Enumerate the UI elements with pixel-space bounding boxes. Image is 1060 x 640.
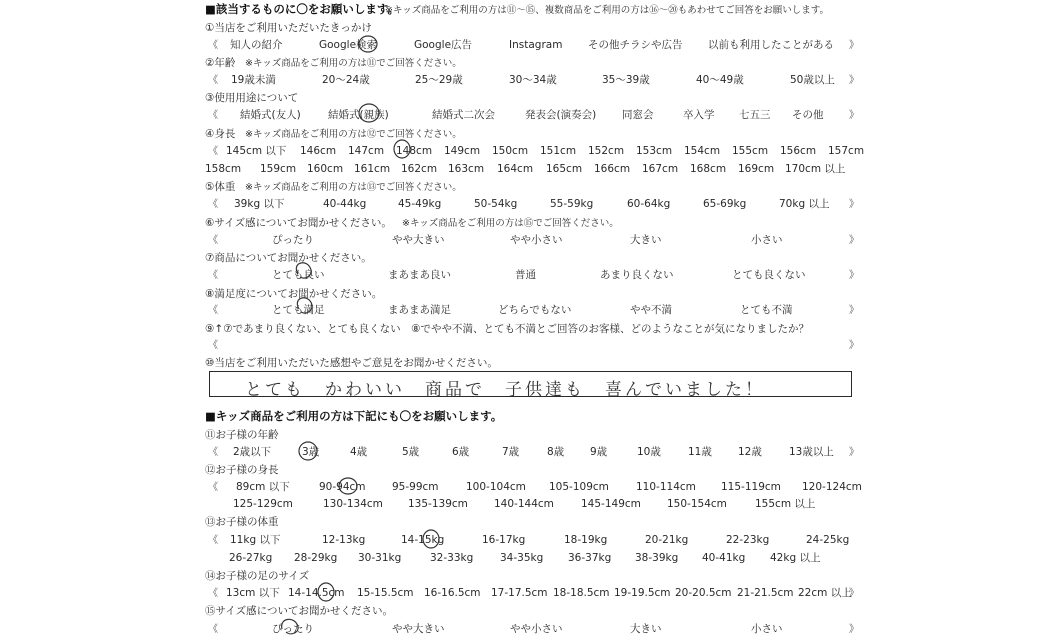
q7-option[interactable]: とても良い <box>272 269 325 281</box>
q11-option[interactable]: 4歳 <box>350 446 368 458</box>
q12-option[interactable]: 110-114cm <box>636 481 696 493</box>
q4-option[interactable]: 149cm <box>444 145 481 157</box>
q4-option[interactable]: 163cm <box>448 163 485 175</box>
q4-note: ※キッズ商品をご利用の方は⑫でご回答ください。 <box>245 129 462 140</box>
q2-option[interactable]: 25～29歳 <box>415 74 463 86</box>
q3-option[interactable]: 発表会(演奏会) <box>525 109 597 121</box>
q15-bracket-open: 《 <box>208 624 218 635</box>
q12-bracket-open: 《 <box>208 482 218 493</box>
q5-option[interactable]: 65-69kg <box>703 198 747 210</box>
q8-bracket-open: 《 <box>208 305 218 316</box>
q7-bracket-open: 《 <box>208 270 218 281</box>
q11-option[interactable]: 12歳 <box>738 446 762 458</box>
q14-option[interactable]: 16-16.5cm <box>424 587 481 599</box>
q6-bracket-open: 《 <box>208 235 218 246</box>
q8-option[interactable]: やや不満 <box>630 304 672 316</box>
q12-option[interactable]: 105-109cm <box>549 481 609 493</box>
q1-option[interactable]: Google検索 <box>319 39 378 51</box>
q3-bracket-close: 》 <box>849 110 859 121</box>
q14-option[interactable]: 13cm 以下 <box>226 587 280 599</box>
q15-option[interactable]: 大きい <box>630 623 662 635</box>
q12-option[interactable]: 120-124cm <box>802 481 862 493</box>
q9-label: ⑨↑⑦であまり良くない、とても良くない ⑧でやや不満、とても不満とご回答のお客様、どのようなことが気になりましたか？ <box>205 323 810 335</box>
q4-option[interactable]: 166cm <box>594 163 631 175</box>
q6-label: ⑥サイズ感についてお聞かせください。 <box>205 217 392 229</box>
q4-option[interactable]: 161cm <box>354 163 391 175</box>
q5-option[interactable]: 60-64kg <box>627 198 671 210</box>
q4-option[interactable]: 168cm <box>690 163 727 175</box>
q2-bracket-open: 《 <box>208 75 218 86</box>
q5-option[interactable]: 70kg 以上 <box>779 198 830 210</box>
q3-option[interactable]: 卒入学 <box>683 109 715 121</box>
q5-option[interactable]: 55-59kg <box>550 198 594 210</box>
q11-option[interactable]: 9歳 <box>590 446 608 458</box>
q7-option[interactable]: まあまあ良い <box>388 269 451 281</box>
q13-option[interactable]: 24-25kg <box>806 534 850 546</box>
q6-bracket-close: 》 <box>849 235 859 246</box>
q1-label: ①当店をご利用いただいたきっかけ <box>205 22 372 34</box>
q6-option[interactable]: 小さい <box>751 234 783 246</box>
q5-bracket-close: 》 <box>849 199 859 210</box>
q5-label: ⑤体重 <box>205 181 236 193</box>
q3-option[interactable]: 結婚式二次会 <box>432 109 495 121</box>
q4-option[interactable]: 157cm <box>828 145 865 157</box>
q14-option[interactable]: 15-15.5cm <box>357 587 414 599</box>
q9-bracket-close: 》 <box>849 340 859 351</box>
q2-label: ②年齢 <box>205 57 236 69</box>
q4-option[interactable]: 153cm <box>636 145 673 157</box>
q4-option[interactable]: 152cm <box>588 145 625 157</box>
q11-option[interactable]: 7歳 <box>502 446 520 458</box>
q12-option[interactable]: 150-154cm <box>667 498 727 510</box>
q14-option[interactable]: 14-14.5cm <box>288 587 345 599</box>
q2-option[interactable]: 30～34歳 <box>509 74 557 86</box>
q6-option[interactable]: ぴったり <box>272 234 314 246</box>
q12-label: ⑫お子様の身長 <box>205 464 279 476</box>
q14-option[interactable]: 20-20.5cm <box>675 587 732 599</box>
q4-option[interactable]: 170cm 以上 <box>785 163 846 175</box>
q10-label: ⑩当店をご利用いただいた感想やご意見をお聞かせください。 <box>205 357 498 369</box>
kids-section-header: ■キッズ商品をご利用の方は下記にも〇をお願いします。 <box>205 409 503 423</box>
q14-option[interactable]: 19-19.5cm <box>614 587 671 599</box>
q4-option[interactable]: 160cm <box>307 163 344 175</box>
q2-option[interactable]: 35～39歳 <box>602 74 650 86</box>
q4-option[interactable]: 159cm <box>260 163 297 175</box>
q1-option[interactable]: Google広告 <box>414 39 473 51</box>
q4-label: ④身長 <box>205 128 236 140</box>
q7-option[interactable]: 普通 <box>515 269 536 281</box>
q7-bracket-close: 》 <box>849 270 859 281</box>
q4-option[interactable]: 147cm <box>348 145 385 157</box>
q13-option[interactable]: 28-29kg <box>294 552 338 564</box>
q11-option[interactable]: 8歳 <box>547 446 565 458</box>
q1-option[interactable]: Instagram <box>509 39 563 51</box>
q2-option[interactable]: 19歳未満 <box>231 74 276 86</box>
q14-option[interactable]: 22cm 以上 <box>798 587 852 599</box>
q14-option[interactable]: 18-18.5cm <box>553 587 610 599</box>
q13-option[interactable]: 26-27kg <box>229 552 273 564</box>
q12-option[interactable]: 89cm 以下 <box>236 481 290 493</box>
q13-option[interactable]: 30-31kg <box>358 552 402 564</box>
q5-note: ※キッズ商品をご利用の方は⑬でご回答ください。 <box>245 182 462 193</box>
q8-option[interactable]: とても満足 <box>272 304 325 316</box>
q2-note: ※キッズ商品をご利用の方は⑪でご回答ください。 <box>245 58 462 69</box>
q12-option[interactable]: 145-149cm <box>581 498 641 510</box>
q4-option[interactable]: 150cm <box>492 145 529 157</box>
q6-option[interactable]: 大きい <box>630 234 662 246</box>
q8-option[interactable]: とても不満 <box>740 304 793 316</box>
q2-option[interactable]: 40～49歳 <box>696 74 744 86</box>
q12-option[interactable]: 140-144cm <box>494 498 554 510</box>
q4-option[interactable]: 145cm 以下 <box>226 145 287 157</box>
q11-label: ⑪お子様の年齢 <box>205 429 279 441</box>
q12-option[interactable]: 125-129cm <box>233 498 293 510</box>
q4-option[interactable]: 169cm <box>738 163 775 175</box>
q5-option[interactable]: 39kg 以下 <box>234 198 285 210</box>
q15-option[interactable]: やや小さい <box>510 623 563 635</box>
q11-option[interactable]: 3歳 <box>302 446 320 458</box>
q13-option[interactable]: 20-21kg <box>645 534 689 546</box>
q4-option[interactable]: 158cm <box>205 163 242 175</box>
q4-option[interactable]: 155cm <box>732 145 769 157</box>
q4-option[interactable]: 162cm <box>401 163 438 175</box>
q4-option[interactable]: 165cm <box>546 163 583 175</box>
q1-option[interactable]: 以前も利用したことがある <box>708 39 834 51</box>
q11-option[interactable]: 6歳 <box>452 446 470 458</box>
q1-option[interactable]: 知人の紹介 <box>230 39 283 51</box>
q3-option[interactable]: 同窓会 <box>622 109 654 121</box>
q3-option[interactable]: その他 <box>792 109 824 121</box>
q14-option[interactable]: 17-17.5cm <box>491 587 548 599</box>
q13-option[interactable]: 16-17kg <box>482 534 526 546</box>
q13-bracket-open: 《 <box>208 535 218 546</box>
q5-bracket-open: 《 <box>208 199 218 210</box>
q8-option[interactable]: まあまあ満足 <box>388 304 451 316</box>
q15-bracket-close: 》 <box>849 624 859 635</box>
q14-bracket-close: 》 <box>849 588 859 599</box>
q13-label: ⑬お子様の体重 <box>205 516 279 528</box>
q12-option[interactable]: 115-119cm <box>721 481 781 493</box>
q13-option[interactable]: 12-13kg <box>322 534 366 546</box>
q5-option[interactable]: 45-49kg <box>398 198 442 210</box>
q4-option[interactable]: 151cm <box>540 145 577 157</box>
sheet-header: ■該当するものに〇をお願いします。 <box>205 2 399 16</box>
q13-option[interactable]: 34-35kg <box>500 552 544 564</box>
q7-label: ⑦商品についてお聞かせください。 <box>205 252 372 264</box>
q8-option[interactable]: どちらでもない <box>498 304 572 316</box>
comment-box[interactable] <box>209 371 852 400</box>
q12-option[interactable]: 135-139cm <box>408 498 468 510</box>
q4-option[interactable]: 148cm <box>396 145 433 157</box>
q13-option[interactable]: 11kg 以下 <box>230 534 281 546</box>
q15-option[interactable]: 小さい <box>751 623 783 635</box>
q9-bracket-open: 《 <box>208 340 218 351</box>
q15-option[interactable]: ぴったり <box>272 623 314 635</box>
q4-option[interactable]: 156cm <box>780 145 817 157</box>
q2-bracket-close: 》 <box>849 75 859 86</box>
q12-option[interactable]: 100-104cm <box>466 481 526 493</box>
q11-bracket-open: 《 <box>208 447 218 458</box>
q15-option[interactable]: やや大きい <box>392 623 445 635</box>
q11-option[interactable]: 10歳 <box>637 446 661 458</box>
q12-option[interactable]: 90-94cm <box>319 481 366 493</box>
q3-option[interactable]: 七五三 <box>739 109 771 121</box>
q13-option[interactable]: 40-41kg <box>702 552 746 564</box>
q11-bracket-close: 》 <box>849 447 859 458</box>
q14-label: ⑭お子様の足のサイズ <box>205 570 310 582</box>
q13-option[interactable]: 14-15kg <box>401 534 445 546</box>
q12-option[interactable]: 155cm 以上 <box>755 498 816 510</box>
q8-label: ⑧満足度についてお聞かせください。 <box>205 288 383 300</box>
q6-option[interactable]: やや小さい <box>510 234 563 246</box>
q4-option[interactable]: 167cm <box>642 163 679 175</box>
q1-option[interactable]: その他チラシや広告 <box>588 39 683 51</box>
q5-option[interactable]: 50-54kg <box>474 198 518 210</box>
q4-option[interactable]: 164cm <box>497 163 534 175</box>
q11-option[interactable]: 13歳以上 <box>789 446 834 458</box>
q7-option[interactable]: あまり良くない <box>600 269 674 281</box>
q6-note: ※キッズ商品をご利用の方は⑮でご回答ください。 <box>402 218 619 229</box>
q1-bracket-open: 《 <box>208 40 218 51</box>
q11-option[interactable]: 5歳 <box>402 446 420 458</box>
q11-option[interactable]: 2歳以下 <box>233 446 272 458</box>
q13-option[interactable]: 22-23kg <box>726 534 770 546</box>
handwritten-comment: とても かわいい 商品で 子供達も 喜んでいました！ <box>245 380 765 400</box>
q1-bracket-close: 》 <box>849 40 859 51</box>
q15-label: ⑮サイズ感についてお聞かせください。 <box>205 605 393 617</box>
q3-bracket-open: 《 <box>208 110 218 121</box>
q13-option[interactable]: 32-33kg <box>430 552 474 564</box>
q12-option[interactable]: 130-134cm <box>323 498 383 510</box>
q2-option[interactable]: 20～24歳 <box>322 74 370 86</box>
q13-option[interactable]: 18-19kg <box>564 534 608 546</box>
q14-bracket-open: 《 <box>208 588 218 599</box>
sheet-header-note: ※キッズ商品をご利用の方は⑪～⑮、複数商品をご利用の方は⑯～⑳もあわせてご回答をお願いします。 <box>385 5 830 16</box>
q7-option[interactable]: とても良くない <box>732 269 806 281</box>
q4-bracket-open: 《 <box>208 146 218 157</box>
q5-option[interactable]: 40-44kg <box>323 198 367 210</box>
q3-label: ③使用用途について <box>205 92 299 104</box>
q3-option[interactable]: 結婚式(友人) <box>240 109 301 121</box>
q14-option[interactable]: 21-21.5cm <box>737 587 794 599</box>
q4-option[interactable]: 146cm <box>300 145 337 157</box>
q13-option[interactable]: 36-37kg <box>568 552 612 564</box>
q13-option[interactable]: 38-39kg <box>635 552 679 564</box>
q4-option[interactable]: 154cm <box>684 145 721 157</box>
q6-option[interactable]: やや大きい <box>392 234 445 246</box>
q12-option[interactable]: 95-99cm <box>392 481 439 493</box>
q13-option[interactable]: 42kg 以上 <box>770 552 821 564</box>
q8-bracket-close: 》 <box>849 305 859 316</box>
q2-option[interactable]: 50歳以上 <box>790 74 835 86</box>
q11-option[interactable]: 11歳 <box>688 446 712 458</box>
q3-option[interactable]: 結婚式(親族) <box>328 109 389 121</box>
